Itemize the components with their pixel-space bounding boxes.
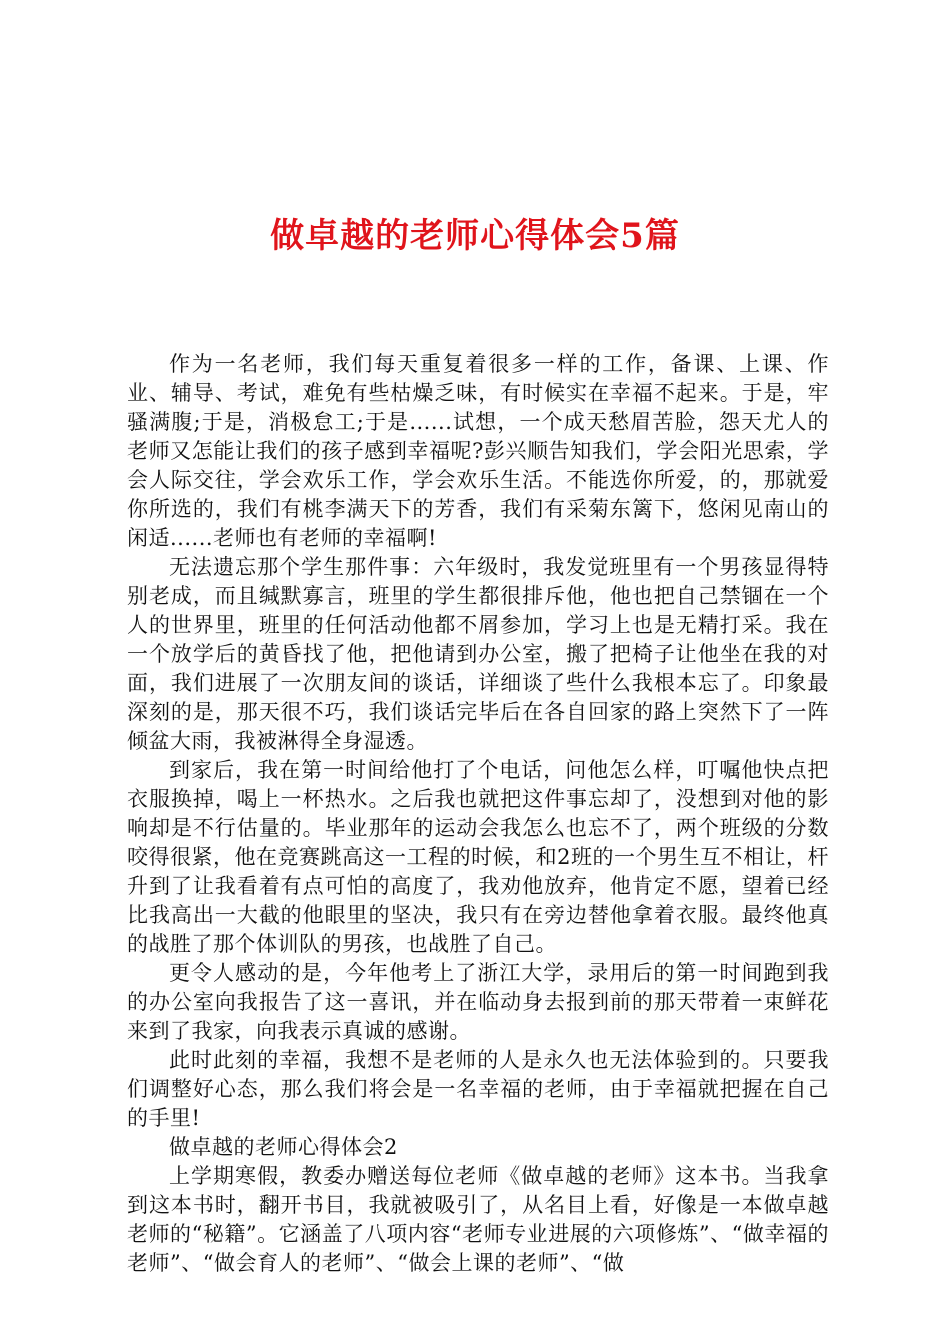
- paragraph-4: 更令人感动的是，今年他考上了浙江大学，录用后的第一时间跑到我的办公室向我报告了这一喜讯，并在临动身去报到前的那天带着一束鲜花来到了我家，向我表示真诚的感谢。: [127, 961, 829, 1043]
- section-heading-2: 做卓越的老师心得体会2: [169, 1135, 398, 1159]
- paragraph-2: 无法遗忘那个学生那件事：六年级时，我发觉班里有一个男孩显得特别老成，而且缄默寡言，班里的学生都很排斥他，他也把自己禁锢在一个人的世界里，班里的任何活动他都不屑参加，学习上也是无精打采。我在一个放学后的黄昏找了他，把他请到办公室，搬了把椅子让他坐在我的对面，我们进展了一次朋友间的谈话，详细谈了些什么我根本忘了。印象最深刻的是，那天很不巧，我们谈话完毕后在各自回家的路上突然下了一阵倾盆大雨，我被淋得全身湿透。: [127, 555, 829, 753]
- paragraph-1: 作为一名老师，我们每天重复着很多一样的工作，备课、上课、作业、辅导、考试，难免有些枯燥乏味，有时候实在幸福不起来。于是，牢骚满腹;于是，消极怠工;于是......试想，一个成天愁眉苦脸，怨天尤人的老师又怎能让我们的孩子感到幸福呢?彭兴顺告知我们，学会阳光思索，学会人际交往，学会欢乐工作，学会欢乐生活。不能选你所爱，的，那就爱你所选的，我们有桃李满天下的芳香，我们有采菊东篱下，悠闲见南山的闲适......老师也有老师的幸福啊!: [127, 352, 829, 550]
- document-title: 做卓越的老师心得体会5篇: [270, 216, 680, 256]
- paragraph-6: 上学期寒假，教委办赠送每位老师《做卓越的老师》这本书。当我拿到这本书时，翻开书目，我就被吸引了，从名目上看，好像是一本做卓越老师的“秘籍”。它涵盖了八项内容“老师专业进展的六项修炼”、“做幸福的老师”、“做会育人的老师”、“做会上课的老师”、“做: [127, 1164, 829, 1275]
- paragraph-5: 此时此刻的幸福，我想不是老师的人是永久也无法体验到的。只要我们调整好心态，那么我们将会是一名幸福的老师，由于幸福就把握在自己的手里!: [127, 1048, 829, 1130]
- paragraph-3: 到家后，我在第一时间给他打了个电话，问他怎么样，叮嘱他快点把衣服换掉，喝上一杯热水。之后我也就把这件事忘却了，没想到对他的影响却是不行估量的。毕业那年的运动会我怎么也忘不了，两个班级的分数咬得很紧，他在竞赛跳高这一工程的时候，和2班的一个男生互不相让，杆升到了让我看着有点可怕的高度了，我劝他放弃，他肯定不愿，望着已经比我高出一大截的他眼里的坚决，我只有在旁边替他拿着衣服。最终他真的战胜了那个体训队的男孩，也战胜了自己。: [127, 758, 829, 956]
- document-body: [127, 350, 829, 1278]
